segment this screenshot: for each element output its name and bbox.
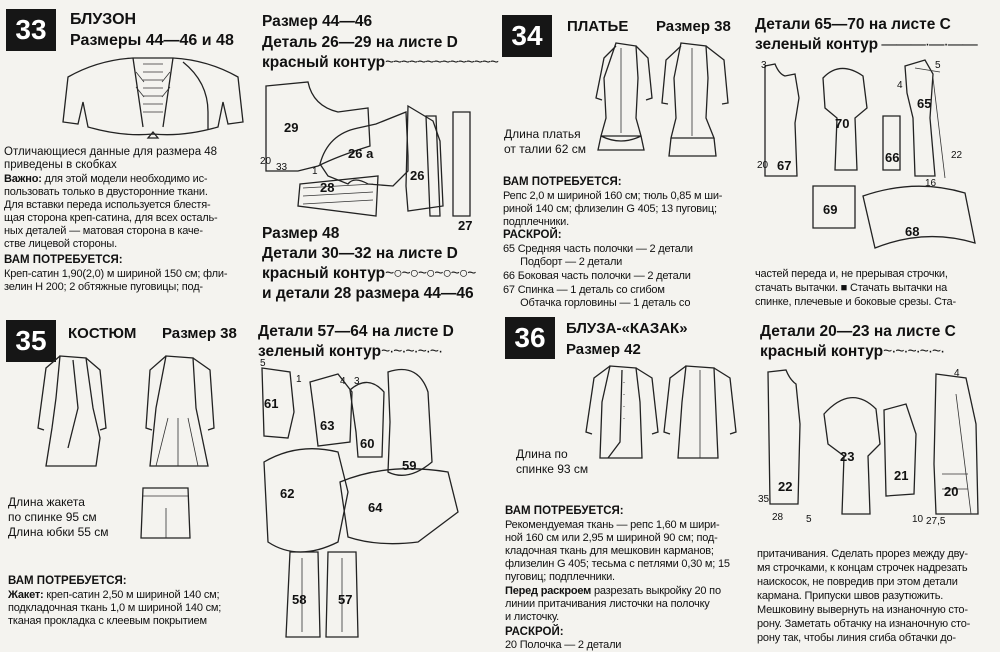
s36-before-block <box>505 585 721 624</box>
section-36-size: Размер 42 <box>566 341 641 358</box>
s35-need-bold: Жакет: <box>8 589 44 601</box>
s34-pattern-pieces <box>755 58 995 258</box>
s33-mark-20: 20 <box>260 156 272 167</box>
s34-mark-22: 22 <box>951 150 963 161</box>
s34-mark-20: 20 <box>757 160 769 171</box>
s33-piece-26a: 26 а <box>348 146 374 161</box>
s36-need-line-3: флизелин G 405; тесьма с петлями 0,30 м; 15 <box>505 558 730 570</box>
s34-right-line-0: частей переда и, не прерывая строчки, <box>755 268 948 280</box>
s34-cut-line-3: 67 Спинка — 1 деталь со сгибом <box>503 284 665 296</box>
s33-piece-28: 28 <box>320 180 335 195</box>
s34-cut-line-4: Обтачка горловины — 1 деталь со <box>503 297 691 309</box>
s35-contour: зеленый контур~·~·~·~·~· <box>258 343 443 360</box>
s35-piece-57: 57 <box>338 592 353 607</box>
s36-need-line-0: Рекомендуемая ткань — репс 1,60 м шири- <box>505 519 720 531</box>
s36-mark-10: 10 <box>912 514 924 525</box>
s35-mark-3: 3 <box>354 376 360 387</box>
s36-need-line-4: пуговиц; подплечники. <box>505 571 615 583</box>
s35-contour-label: зеленый контур <box>258 343 382 360</box>
s34-need-line-1: риной 140 см; флизелин G 405; 13 пуговиц; <box>503 203 717 215</box>
s36-right-line-0: притачивания. Сделать прорез между дву- <box>757 548 968 560</box>
s36-contour: красный контур~·~·~·~·~· <box>760 343 945 360</box>
s33-need-label: ВАМ ПОТРЕБУЕТСЯ: <box>4 254 123 266</box>
s36-right-line-6: рону так, чтобы линия сгиба обтачки до- <box>757 632 956 644</box>
s35-need-line-0: креп-сатин 2,50 м шириной 140 см; <box>43 589 220 601</box>
s33-important-line-1: пользовать только в двусторонние ткани. <box>4 186 208 198</box>
s34-parts: Детали 65—70 на листе С <box>755 16 951 33</box>
s35-piece-63: 63 <box>320 418 335 433</box>
s33-important-line-2: Для вставки переда используется блестя- <box>4 199 211 211</box>
s35-piece-62: 62 <box>280 486 295 501</box>
s34-contour-label: зеленый контур <box>755 36 879 53</box>
s36-pattern-pieces <box>756 364 996 540</box>
s36-before-line-1: линии притачивания листочки на полочку <box>505 598 710 610</box>
s34-piece-69: 69 <box>823 202 838 217</box>
s36-piece-23: 23 <box>840 449 855 464</box>
s33-pattern-parts: Деталь 26—29 на листе D <box>262 34 458 51</box>
s33-important-line-0: для этой модели необходимо ис- <box>41 173 208 185</box>
s35-need-block <box>8 589 221 628</box>
s35-length-line-1: по спинке 95 см <box>8 510 97 524</box>
s33-piece-27: 27 <box>458 218 473 233</box>
s33-size48-contour: красный контур~○~○~○~○~○~ <box>262 265 476 282</box>
s36-before-bold: Перед раскроем <box>505 585 592 597</box>
s35-mark-4: 4 <box>340 376 346 387</box>
s36-cut-partial: 20 Полочка — 2 детали <box>505 639 622 651</box>
s34-length-line-1: от талии 62 см <box>504 142 586 156</box>
s33-need-line-0: Креп-сатин 1,90(2,0) м шириной 150 см; фли- <box>4 268 228 280</box>
section-35-size: Размер 38 <box>162 325 237 342</box>
s35-piece-58: 58 <box>292 592 307 607</box>
s33-pattern-size: Размер 44—46 <box>262 13 373 30</box>
s34-piece-65: 65 <box>917 96 932 111</box>
s35-pattern-pieces <box>258 358 494 644</box>
s35-piece-64: 64 <box>368 500 383 515</box>
s34-length-line-0: Длина платья <box>504 127 581 141</box>
s36-mark-35: 35 <box>758 494 770 505</box>
s33-important-label: Важно: <box>4 173 42 185</box>
s36-right-line-5: рону. Заметать обтачку на изнаночную сто- <box>757 618 971 630</box>
s36-need-line-2: кладочная ткань для мешковин карманов; <box>505 545 714 557</box>
s34-mark-4: 4 <box>897 80 903 91</box>
s36-right-line-3: кармана. Припуски швов разутюжить. <box>757 590 944 602</box>
s33-size48-contour-label: красный контур <box>262 265 386 282</box>
s34-piece-67: 67 <box>777 158 792 173</box>
s33-size48-label: Размер 48 <box>262 225 340 242</box>
s36-length-line-0: Длина по <box>516 447 568 461</box>
s35-piece-61: 61 <box>264 396 279 411</box>
s35-piece-59: 59 <box>402 458 417 473</box>
s33-important-line-5: стве лицевой стороны. <box>4 238 117 250</box>
section-number-badge-36: 36 <box>505 317 555 359</box>
kazak-blouse-garment-illustration <box>578 362 748 462</box>
s36-right-line-2: наискосок, не повредив при этом детали <box>757 576 958 588</box>
s36-need-label: ВАМ ПОТРЕБУЕТСЯ: <box>505 505 624 517</box>
s34-piece-68: 68 <box>905 224 920 239</box>
s34-need-line-2: подплечники. <box>503 216 569 228</box>
s36-length-line-1: спинке 93 см <box>516 462 589 476</box>
s34-mark-5: 5 <box>935 60 941 71</box>
s36-need-line-1: ной 160 см или 2,95 м шириной 90 см; под- <box>505 532 718 544</box>
s33-diff-line-0: Отличающиеся данные для размера 48 <box>4 146 218 158</box>
s36-piece-20: 20 <box>944 484 959 499</box>
blouson-garment-illustration <box>58 52 248 142</box>
s36-mark-28: 28 <box>772 512 784 523</box>
s35-mark-1: 1 <box>296 374 302 385</box>
s34-mark-3: 3 <box>761 60 767 71</box>
s36-parts: Детали 20—23 на листе С <box>760 323 956 340</box>
s35-need-line-1: подкладочная ткань 1,0 м шириной 140 см; <box>8 602 222 614</box>
s34-cut-line-2: 66 Боковая часть полочки — 2 детали <box>503 270 691 282</box>
s34-cut-line-0: 65 Средняя часть полочки — 2 детали <box>503 243 693 255</box>
s36-before-line-2: и листочку. <box>505 611 559 623</box>
s33-size48-extra: и детали 28 размера 44—46 <box>262 285 474 302</box>
s34-right-line-1: стачать вытачки. ■ Стачать вытачки на <box>755 282 948 294</box>
s36-mark-4: 4 <box>954 368 960 379</box>
s36-right-line-1: мя строчками, к концам строчек надрезать <box>757 562 968 574</box>
section-33-sizes: Размеры 44—46 и 48 <box>70 32 234 49</box>
s35-mark-5: 5 <box>260 358 266 369</box>
section-number-badge-34: 34 <box>502 15 552 57</box>
s33-size48-parts: Детали 30—32 на листе D <box>262 245 458 262</box>
s36-mark-27-5: 27,5 <box>926 516 946 527</box>
s33-contour: красный контур~~~~~~~~~~~~~~ <box>262 54 498 71</box>
s36-before-line-0: разрезать выкройку 20 по <box>591 585 721 597</box>
s33-important-block <box>4 173 218 251</box>
s35-length-line-0: Длина жакета <box>8 495 85 509</box>
section-34-title: ПЛАТЬЕ <box>567 18 629 35</box>
s33-mark-33: 33 <box>276 162 288 173</box>
s34-cut-line-1: Подборт — 2 детали <box>503 256 623 268</box>
s34-contour: зеленый контур ———·—·—— <box>755 36 977 53</box>
s35-parts: Детали 57—64 на листе D <box>258 323 454 340</box>
s36-piece-22: 22 <box>778 479 793 494</box>
s33-diff-line-1: приведены в скобках <box>4 159 117 171</box>
s34-need-line-0: Репс 2,0 м шириной 160 см; тюль 0,85 м ши- <box>503 190 723 202</box>
dress-garment-illustration <box>596 38 746 163</box>
s35-length-line-2: Длина юбки 55 см <box>8 525 109 539</box>
section-number-badge-35: 35 <box>6 320 56 362</box>
s36-right-line-4: Мешковину вывернуть на изнаночную сто- <box>757 604 968 616</box>
section-34-size: Размер 38 <box>656 18 731 35</box>
s33-contour-label: красный контур <box>262 54 386 71</box>
s36-piece-21: 21 <box>894 468 909 483</box>
s34-piece-66: 66 <box>885 150 900 165</box>
s33-piece-26: 26 <box>410 168 425 183</box>
s33-mark-1: 1 <box>312 166 318 177</box>
section-35-title: КОСТЮМ <box>68 325 137 342</box>
section-33-title: БЛУЗОН <box>70 11 137 28</box>
s35-need-label: ВАМ ПОТРЕБУЕТСЯ: <box>8 575 127 587</box>
s36-contour-label: красный контур <box>760 343 884 360</box>
s34-cut-label: РАСКРОЙ: <box>503 229 562 241</box>
s34-mark-16: 16 <box>925 178 937 189</box>
s33-need-line-1: зелин Н 200; 2 обтяжные пуговицы; под- <box>4 281 203 293</box>
s33-pattern-pieces <box>258 76 490 236</box>
s35-piece-60: 60 <box>360 436 375 451</box>
s33-piece-29: 29 <box>284 120 299 135</box>
s33-important-line-4: ных деталей — матовая сторона в каче- <box>4 225 203 237</box>
s34-right-line-2: спинке, плечевые и боковые срезы. Ста- <box>755 296 956 308</box>
section-36-title: БЛУЗА-«КАЗАК» <box>566 320 688 337</box>
s34-piece-70: 70 <box>835 116 850 131</box>
section-number-badge-33: 33 <box>6 9 56 51</box>
s34-need-label: ВАМ ПОТРЕБУЕТСЯ: <box>503 176 622 188</box>
s36-cut-label: РАСКРОЙ: <box>505 626 564 638</box>
s33-important-line-3: щая сторона креп-сатина, для всех осталь- <box>4 212 218 224</box>
s35-need-line-2: тканая прокладка с клеевым покрытием <box>8 615 207 627</box>
s36-mark-5: 5 <box>806 514 812 525</box>
